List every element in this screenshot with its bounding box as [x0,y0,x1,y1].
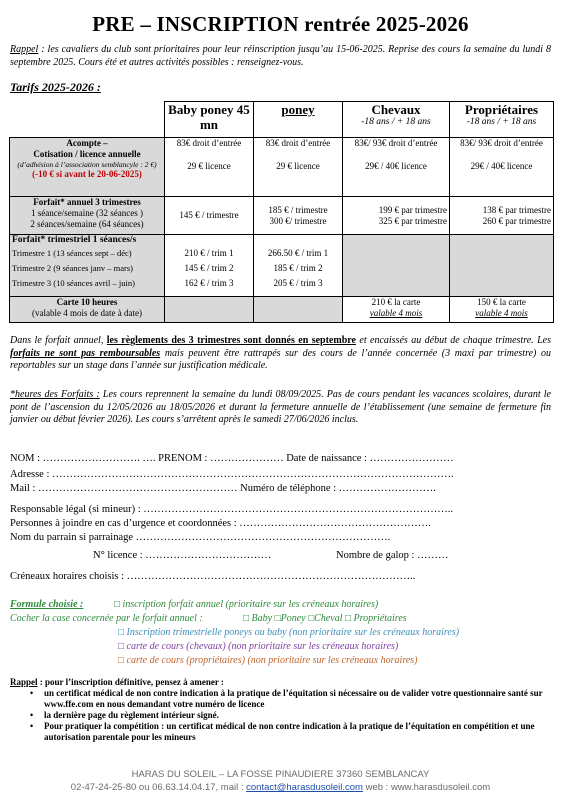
rappel-intro: Rappel : les cavaliers du club sont prioritaires pour leur réinscription jusqu’au 15-06-2025. Reprise des cours la semaine du lundi 8 septembre 2025. Cours été et autres activités possibles : renseignez-vous. [10,44,551,68]
option-carte-proprio[interactable]: □ carte de cours (propriétaires) (non prioritaire sur les créneaux horaires) [118,655,418,666]
creneaux-field[interactable]: Créneaux horaires choisis : ……………………………………………………………………….. [10,571,416,582]
formule-label: Formule choisie : [10,599,84,610]
footer-address: HARAS DU SOLEIL – LA FOSSE PINAUDIERE 37360 SEMBLANCAY [131,769,430,780]
col-header-baby: Baby poney 45 mn [165,102,254,138]
row-acompte: Acompte – Cotisation / licence annuelle (d’adhésion à l’association semblancyle : 2 €) (-10 € si avant le 20-06-2025) 83€ droit d’entrée 29 € licence 83€ droit d’entrée 29 € licence 83€/ 93€ droit d’entrée 29€ / 40€ licence 83€/ 93€ droit d’entrée 29€ / 40€ licence [10,138,554,197]
responsable-field[interactable]: Responsable légal (si mineur) : …………………………………………………………………………….. [10,504,454,515]
mail-phone-field[interactable]: Mail : ………………………………………………… Numéro de téléphone : ………………………. [10,483,436,494]
rappel-item: • un certificat médical de non contre indication à la pratique de l’équitation si nécessaire ou de valider votre questionnaire santé sur www.ffe.com en nous demandant votre numéro de licence [10,688,551,710]
tarifs-heading: Tarifs 2025-2026 : [10,80,101,94]
rappel-item: • la dernière page du règlement intérieur signé. [10,710,551,721]
email-link[interactable]: contact@harasdusoleil.com [246,782,363,793]
footer-contact: 02-47-24-25-80 ou 06.63.14.04.17, mail : contact@harasdusoleil.com web : www.harasdusoleil.com [70,782,491,793]
option-forfait-annuel[interactable]: □ inscription forfait annuel (prioritaire sur les créneaux horaires) [114,599,379,610]
nom-prenom-field[interactable]: NOM : ………………………. …. PRENOM : ………………… Date de naissance : …………………… [10,453,454,464]
col-header-poney: poney [254,102,343,138]
tarifs-table [9,101,554,323]
col-header-proprio: Propriétaires -18 ans / + 18 ans [450,102,554,138]
heures-note: *heures des Forfaits : Les cours reprennent la semaine du lundi 08/09/2025. Pas de cours pendant les vacances scolaires, durant le pont de l’ascension du 12/05/2026 au 18/05/2026 et durant la fermeture annuelle de l’établissement (une semaine de fermeture fin janvier ou début février 2026). Les cours s’arrêtent après le samedi 27/06/2026 inclus. [10,389,551,425]
row-forfait-annuel: Forfait* annuel 3 trimestres 1 séance/semaine (32 séances ) 2 séances/semaine (64 séances) 145 € / trimestre 185 € / trimestre 300 €/ trimestre 199 € par trimestre 325 € par trimestre 138 € par trimestre 260 € par trimestre [10,197,554,235]
urgence-field[interactable]: Personnes à joindre en cas d’urgence et coordonnées : ………………………………………………. [10,518,431,529]
galop-field[interactable]: Nombre de galop : ……… [336,550,449,561]
licence-field[interactable]: N° licence : ……………………………… [93,550,272,561]
col-header-chevaux: Chevaux -18 ans / + 18 ans [343,102,450,138]
forfait-note: Dans le forfait annuel, les règlements des 3 trimestres sont donnés en septembre et encaissés au début de chaque trimestre. Les forfaits ne sont pas remboursables mais peuvent être rattrapés sur des cours de l’année concernée (3 maxi par trimestre) ou reportables sur un stage dans l’année sur justification médicale. [10,335,552,371]
row-forfait-trimestriel: Forfait* trimestriel 1 séances/s Trimestre 1 (13 séances sept – déc) Trimestre 2 (9 séances janv – mars) Trimestre 3 (10 séances avril – juin) 210 € / trim 1 145 € / trim 2 162 € / trim 3 266.50 € / trim 1 185 € / trim 2 205 € / trim 3 [10,235,554,297]
parrain-field[interactable]: Nom du parrain si parrainage ………………………………………………………………. [10,532,391,543]
option-trimestrielle[interactable]: □ Inscription trimestrielle poneys ou baby (non prioritaire sur les créneaux horaires) [118,627,460,638]
rappel-final: Rappel : pour l’inscription définitive, pensez à amener : • un certificat médical de non contre indication à la pratique de l’équitation si nécessaire ou de valider votre questionnaire santé sur www.ffe.com en nous demandant votre numéro de licence • la dernière page du règlement intérieur signé. • Pour pratiquer la compétition : un certificat médical de non contre indication à la pratique de l’équitation en compétition et une autorisation parentale pour les mineurs [10,677,551,743]
rappel-item: • Pour pratiquer la compétition : un certificat médical de non contre indication à la pratique de l’équitation en compétition et une autorisation parentale pour les mineurs [10,721,551,743]
option-carte-chevaux[interactable]: □ carte de cours (chevaux) (non prioritaire sur les créneaux horaires) [118,641,399,652]
option-categories[interactable]: □ Baby □Poney □Cheval □ Propriétaires [243,613,407,624]
row-carte: Carte 10 heures (valable 4 mois de date à date) 210 € la carte valable 4 mois 150 € la carte valable 4 mois [10,297,554,323]
cocher-label: Cocher la case concernée par le forfait annuel : [10,613,203,624]
adresse-field[interactable]: Adresse : ……………………………………………………………………………………………………. [10,469,454,480]
page-title: PRE – INSCRIPTION rentrée 2025-2026 [92,12,469,36]
